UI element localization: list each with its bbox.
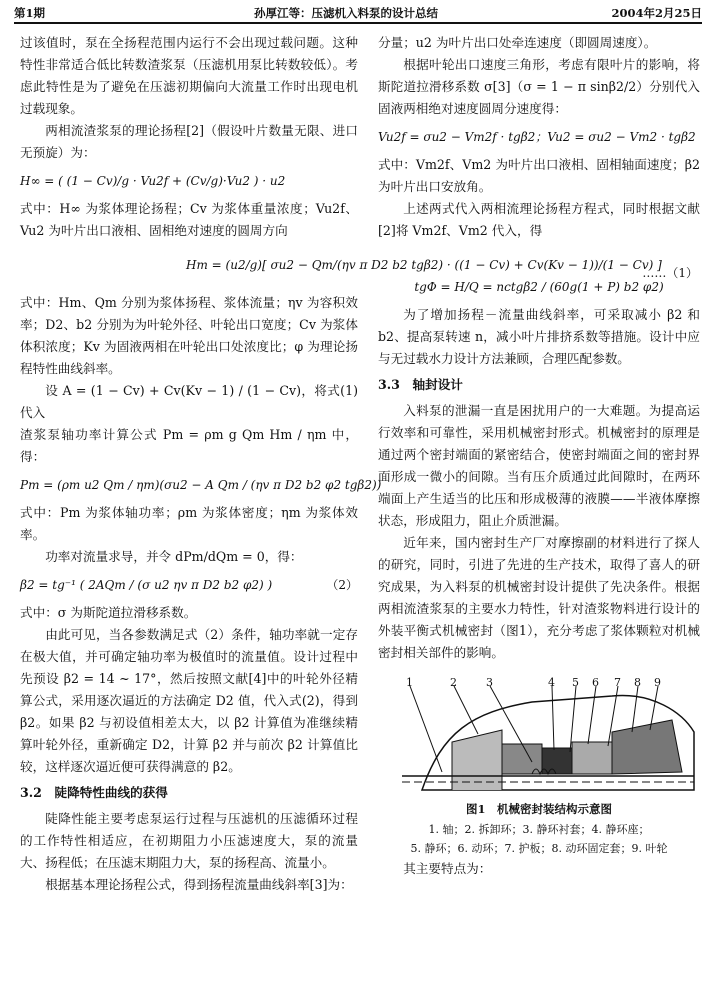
paragraph: 式中：Pm 为浆体轴功率；ρm 为浆体密度；ηm 为浆体效率。 xyxy=(20,505,358,542)
wide-equation-spacer xyxy=(378,242,700,270)
callout-number: 3 xyxy=(486,676,493,689)
equation-slope: tgΦ = H/Q = nctgβ2 / (60g(1 + P) b2 φ2) xyxy=(414,280,664,294)
equation-number: ……（1） xyxy=(642,266,698,280)
callout-number: 5 xyxy=(572,676,579,689)
callout-number: 1 xyxy=(406,676,413,689)
seal-drawing xyxy=(382,672,700,794)
figure-legend-line: 1. 轴；2. 拆卸环；3. 静环衬套；4. 静环座； xyxy=(428,823,650,836)
paragraph: 近年来，国内密封生产厂对摩擦副的材料进行了探人的研究，同时，引进了先进的生产技术，取得了喜人的研究成果，为入料泵的机械密封设计提供了先决条件。根据两相流渣浆泵的主要水力特性，针对渣浆物料进行设计的外装平衡式机械密封（图1），充分考虑了浆体颗粒对机械密封相关部件的影响。 xyxy=(378,535,700,660)
paragraph: 功率对流量求导，并令 dPm/dQm = 0，得： xyxy=(45,549,303,564)
equation-head-wide-body: Hm = (u2/g)[ σu2 − Qm/(ηv π D2 b2 tgβ2) · ((1 − Cv) + Cv(Kv − 1))/(1 − Cv) ] xyxy=(186,258,662,272)
callout-number: 6 xyxy=(592,676,599,689)
equation-shaft-power: Pm = (ρm u2 Qm / ηm)(σu2 − A Qm / (ηv π D2 b2 φ2 tgβ2)) xyxy=(20,478,382,492)
paragraph: 式中：Vm2f、Vm2 为叶片出口液相、固相轴面速度；β2 为叶片出口安放角。 xyxy=(378,157,700,194)
figure-caption: 图1 机械密封装结构示意图 xyxy=(465,802,612,816)
right-column xyxy=(378,32,700,880)
equation-theoretical-head: H∞ = ( (1 − Cv)/g · Vu2f + (Cv/g)·Vu2 ) · u2 xyxy=(20,174,286,188)
callout-number: 8 xyxy=(634,676,641,689)
callout-number: 9 xyxy=(654,676,661,689)
paragraph: 根据叶轮出口速度三角形，考虑有限叶片的影响，将斯陀道拉滑移系数 σ[3]（σ = 1 − π sinβ2/2）分别代入固液两相绝对速度圆周分速度得： xyxy=(378,57,700,116)
callout-number: 7 xyxy=(614,676,621,689)
equation-beta2 xyxy=(20,574,358,596)
section-heading: 3.3 轴封设计 xyxy=(378,377,463,392)
paragraph: 根据基本理论扬程公式，得到扬程流量曲线斜率[3]为： xyxy=(45,877,353,892)
section-heading: 3.2 陡降特性曲线的获得 xyxy=(20,785,168,800)
callout-number: 4 xyxy=(548,676,555,689)
paragraph: 分量；u2 为叶片出口处牵连速度（即圆周速度）。 xyxy=(378,35,657,50)
paragraph: 由此可见，当各参数满足式（2）条件，轴功率就一定存在极大值，并可确定轴功率为极值时的流量值。设计过程中先预设 β2 = 14 ~ 17°，然后按照文献[4]中的叶轮外径精算公式，采用逐次逼近的方法确定 D2 值，代入式(2)，得到 β2。如果 β2 与初设值相差太大，以 β2 计算值为准继续精算叶轮外径，重新确定 D2，计算 β2 并与前次 β2 计算值比较，这样逐次逼近便可获得满意的 β2。 xyxy=(20,627,358,774)
paragraph: 渣浆泵轴功率计算公式 Pm = ρm g Qm Hm / ηm 中，得： xyxy=(20,427,358,464)
equation-number: （2） xyxy=(326,578,358,592)
equation-beta2-body: β2 = tg⁻¹ ( 2AQm / (σ u2 ηv π D2 b2 φ2) ) xyxy=(20,578,273,592)
mechanical-seal-figure xyxy=(382,672,700,794)
paragraph: 为了增加扬程－流量曲线斜率，可采取减小 β2 和 b2、提高泵转速 n，减小叶片排挤系数等措施。设计中应与无过载水力设计方法兼顾，合理匹配参数。 xyxy=(378,307,700,366)
paragraph: 设 A = (1 − Cv) + Cv(Kv − 1) / (1 − Cv)，将式(1)代入 xyxy=(20,383,358,420)
paragraph: 陡降性能主要考虑泵运行过程与压滤机的压滤循环过程的工作特性相适应，在初期阻力小压滤速度大，泵的流量大、扬程低；在压滤末期阻力大，泵的扬程高、流量小。 xyxy=(20,811,358,870)
paragraph: 过该值时，泵在全扬程范围内运行不会出现过载问题。这种特性非常适合低比转数渣浆泵（压滤机用泵比转数较低）。考虑此特性是为了避免在压滤初期偏向大流量工作时出现电机过载现象。 xyxy=(20,35,358,116)
paragraph: 式中：Hm、Qm 分别为浆体扬程、浆体流量；ηv 为容积效率；D2、b2 分别为为叶轮外径、叶轮出口宽度；Cv 为浆体体积浓度；Kv 为固液两相在叶轮出口处浓度比；φ 为理论扬程特性曲线斜率。 xyxy=(20,295,358,376)
equation-velocity: Vu2f = σu2 − Vm2f · tgβ2；Vu2 = σu2 − Vm2 · tgβ2 xyxy=(378,130,696,144)
paragraph: 入料泵的泄漏一直是困扰用户的一大难题。为提高运行效率和可靠性，采用机械密封形式。机械密封的原理是通过两个密封端面的紧密结合，使密封端面之间的密封界面形成一微小的间隙。当有压介质通过此间隙时，在两环端面上产生适当的比压和形成极薄的液膜——半液体摩擦状态，形成阻力，阻止介质泄漏。 xyxy=(378,403,700,528)
figure-legend-line: 5. 静环；6. 动环；7. 护板；8. 动环固定套；9. 叶轮 xyxy=(410,842,668,855)
article-title: 孙厚江等：压滤机入料泵的设计总结 xyxy=(254,6,438,20)
paragraph: 两相流渣浆泵的理论扬程[2]（假设叶片数量无限、进口无预旋）为： xyxy=(20,123,358,160)
publication-date: 2004年2月25日 xyxy=(611,6,702,20)
issue-number: 第1期 xyxy=(14,6,46,20)
paragraph: 式中：σ 为斯陀道拉滑移系数。 xyxy=(20,605,197,620)
paragraph: 上述两式代入两相流理论扬程方程式，同时根据文献[2]将 Vm2f、Vm2 代入，得 xyxy=(378,201,700,238)
left-column xyxy=(20,32,382,896)
running-header xyxy=(14,4,702,24)
callout-number: 2 xyxy=(450,676,457,689)
paragraph: 其主要特点为： xyxy=(403,861,492,876)
paragraph: 式中：H∞ 为浆体理论扬程；Cv 为浆体重量浓度；Vu2f、Vu2 为叶片出口液相、固相绝对速度的圆周方向 xyxy=(20,201,358,238)
